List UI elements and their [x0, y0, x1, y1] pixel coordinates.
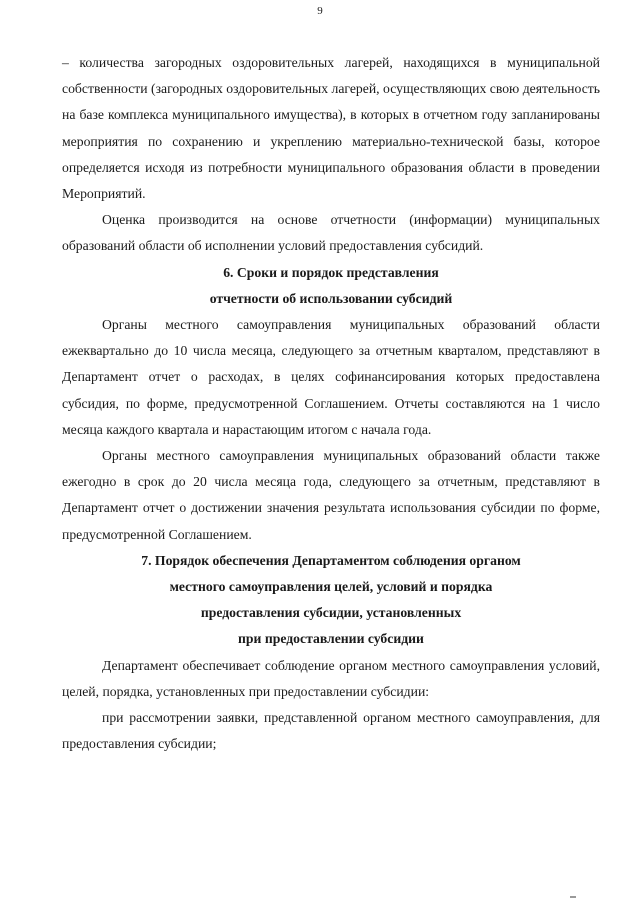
paragraph-1: – количества загородных оздоровительных лагерей, находящихся в муниципальной собственности (загородных оздоровительных лагерей, осуществляющих свою деятельность на базе комплекса муниципального имущества), в которых в отчетном году запланированы мероприятия по сохранению и укреплению материально-технической базы, которое определяется исходя из потребности муниципального образования области в проведении Мероприятий.: [62, 55, 600, 202]
paragraph-3: Органы местного самоуправления муниципальных образований области ежеквартально до 10 числа месяца, следующего за отчетным кварталом, представляют в Департамент отчет о расходах, в целях софинансирования которых предоставлена субсидия, по форме, предусмотренной Соглашением. Отчеты составляются на 1 число месяца каждого квартала и нарастающим итогом с начала года.: [62, 317, 600, 437]
section-7-heading: [62, 548, 600, 653]
section-7-heading-line-4: при предоставлении субсидии: [238, 631, 424, 647]
paragraph-5: Департамент обеспечивает соблюдение органом местного самоуправления условий, целей, порядка, установленных при предоставлении субсидии:: [62, 657, 600, 699]
section-7-heading-line-1: 7. Порядок обеспечения Департаментом соблюдения органом: [141, 552, 521, 568]
paragraph-2: Оценка производится на основе отчетности (информации) муниципальных образований области об исполнении условий предоставления субсидий.: [62, 212, 600, 254]
section-6-heading: [62, 260, 600, 312]
page-number: 9: [317, 5, 323, 17]
scan-speck: [570, 896, 576, 898]
section-6-heading-line-1: 6. Сроки и порядок представления: [223, 264, 439, 280]
paragraph-6: при рассмотрении заявки, представленной органом местного самоуправления, для предоставления субсидии;: [62, 710, 600, 752]
paragraph-4: Органы местного самоуправления муниципальных образований области также ежегодно в срок до 20 числа месяца года, следующего за отчетным, представляют в Департамент отчет о достижении значения результата использования субсидии по форме, предусмотренной Соглашением.: [62, 448, 600, 542]
section-7-heading-line-2: местного самоуправления целей, условий и порядка: [169, 579, 493, 595]
document-body: [62, 50, 600, 757]
section-6-heading-line-2: отчетности об использовании субсидий: [209, 290, 453, 306]
section-7-heading-line-3: предоставления субсидии, установленных: [200, 605, 462, 621]
